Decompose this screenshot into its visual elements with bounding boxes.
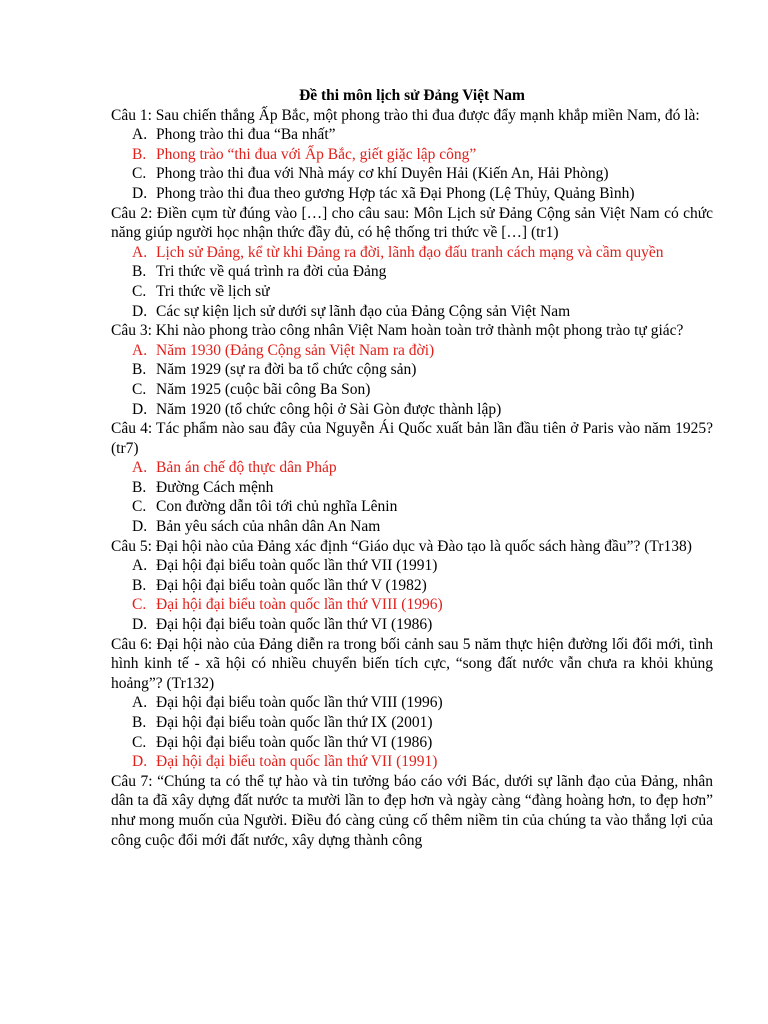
option-text: Đại hội đại biểu toàn quốc lần thứ IX (2001) (156, 714, 433, 731)
answer-option (111, 497, 713, 517)
answer-options (111, 693, 713, 771)
option-letter: B. (132, 478, 147, 496)
option-letter: C. (132, 380, 147, 398)
option-text: Tri thức về quá trình ra đời của Đảng (156, 263, 387, 281)
answer-option (111, 262, 713, 282)
option-text: Bản yêu sách của nhân dân An Nam (156, 518, 381, 536)
answer-option (111, 576, 713, 596)
option-text: Năm 1930 (Đảng Cộng sản Việt Nam ra đời) (156, 341, 435, 359)
question-block (111, 635, 713, 772)
option-text: Đại hội đại biểu toàn quốc lần thứ VI (1986) (156, 733, 433, 751)
answer-option (111, 125, 713, 145)
option-text: Lịch sử Đảng, kể từ khi Đảng ra đời, lãnh đạo đấu tranh cách mạng và cầm quyền (156, 243, 664, 261)
question-text: Câu 4: Tác phẩm nào sau đây của Nguyễn Ái Quốc xuất bản lần đầu tiên ở Paris vào năm 1925? (tr7) (111, 420, 713, 457)
answer-option-correct (111, 341, 713, 361)
option-text: Đại hội đại biểu toàn quốc lần thứ V (1982) (156, 576, 427, 594)
answer-options (111, 243, 713, 321)
option-text: Phong trào thi đua theo gương Hợp tác xã Đại Phong (Lệ Thủy, Quảng Bình) (156, 184, 635, 202)
option-text: Đại hội đại biểu toàn quốc lần thứ VII (1991) (156, 557, 438, 575)
answer-option (111, 713, 713, 733)
option-text: Đại hội đại biểu toàn quốc lần thứ VI (1986) (156, 616, 433, 634)
answer-option-correct (111, 752, 713, 772)
question-block (111, 537, 713, 635)
option-letter: C. (132, 282, 147, 300)
option-letter: B. (132, 714, 147, 731)
answer-option (111, 282, 713, 302)
option-letter: A. (132, 459, 148, 477)
question-list (111, 106, 713, 851)
answer-options (111, 556, 713, 634)
question-text: Câu 2: Điền cụm từ đúng vào […] cho câu sau: Môn Lịch sử Đảng Cộng sản Việt Nam có chức năng giúp người học nhận thức đầy đủ, có hệ thống tri thức về […] (tr1) (111, 204, 713, 242)
option-letter: A. (132, 557, 148, 575)
option-letter: A. (132, 243, 148, 261)
option-letter: D. (132, 400, 148, 418)
option-text: Phong trào thi đua “Ba nhất” (156, 126, 336, 144)
option-text: Năm 1929 (sự ra đời ba tổ chức cộng sản) (156, 361, 417, 379)
option-letter: D. (132, 302, 148, 320)
option-text: Đại hội đại biểu toàn quốc lần thứ VIII (1996) (156, 596, 443, 614)
option-letter: D. (132, 184, 148, 202)
question-text: Câu 7: “Chúng ta có thể tự hào và tin tưởng báo cáo với Bác, dưới sự lãnh đạo của Đảng, nhân dân ta đã xây dựng đất nước ta mười lần to đẹp hơn và ngày càng “đàng hoàng hơn, to đẹp hơn” như mong muốn của Người. Điều đó càng củng cố thêm niềm tin của chúng ta vào thắng lợi của công cuộc đổi mới đất nước, xây dựng thành công (111, 772, 713, 849)
option-text: Phong trào thi đua với Nhà máy cơ khí Duyên Hải (Kiến An, Hải Phòng) (156, 165, 609, 183)
answer-option (111, 478, 713, 498)
question-block (111, 321, 713, 419)
question-text: Câu 1: Sau chiến thắng Ấp Bắc, một phong trào thi đua được đẩy mạnh khắp miền Nam, đó là: (111, 106, 700, 124)
answer-option-correct (111, 243, 713, 263)
option-letter: B. (132, 263, 147, 281)
option-text: Đại hội đại biểu toàn quốc lần thứ VII (1991) (156, 753, 438, 771)
option-letter: D. (132, 616, 148, 634)
document-title: Đề thi môn lịch sử Đảng Việt Nam (299, 87, 525, 104)
question-block (111, 419, 713, 537)
option-letter: A. (132, 694, 148, 712)
question-text: Câu 6: Đại hội nào của Đảng diễn ra trong bối cảnh sau 5 năm thực hiện đường lối đổi mới, tình hình kinh tế - xã hội có nhiều chuyển biến tích cực, “song đất nước vẫn chưa ra khỏi khủng hoảng”? (Tr132) (111, 635, 713, 692)
option-text: Con đường dẫn tôi tới chủ nghĩa Lênin (156, 498, 398, 516)
answer-option (111, 615, 713, 635)
option-text: Đại hội đại biểu toàn quốc lần thứ VIII (1996) (156, 694, 443, 712)
question-block (111, 204, 713, 322)
answer-options (111, 125, 713, 203)
question-block (111, 106, 713, 204)
answer-option-correct (111, 458, 713, 478)
answer-option (111, 733, 713, 753)
answer-options (111, 458, 713, 536)
option-letter: C. (132, 498, 147, 516)
option-letter: A. (132, 126, 148, 144)
option-text: Năm 1925 (cuộc bãi công Ba Son) (156, 380, 371, 398)
option-text: Tri thức về lịch sử (156, 282, 270, 300)
option-letter: A. (132, 341, 148, 359)
option-text: Năm 1920 (tổ chức công hội ở Sài Gòn được thành lập) (156, 400, 502, 418)
answer-option (111, 360, 713, 380)
option-letter: B. (132, 576, 147, 594)
option-text: Bản án chế độ thực dân Pháp (156, 459, 337, 477)
question-text: Câu 3: Khi nào phong trào công nhân Việt Nam hoàn toàn trở thành một phong trào tự giác? (111, 322, 684, 340)
option-letter: B. (132, 145, 147, 163)
answer-option (111, 184, 713, 204)
answer-option (111, 400, 713, 420)
answer-option (111, 164, 713, 184)
answer-option (111, 380, 713, 400)
option-text: Các sự kiện lịch sử dưới sự lãnh đạo của Đảng Cộng sản Việt Nam (156, 302, 571, 320)
option-letter: C. (132, 733, 147, 751)
option-letter: B. (132, 361, 147, 379)
answer-option (111, 302, 713, 322)
option-text: Phong trào “thi đua với Ấp Bắc, giết giặc lập công” (156, 145, 477, 163)
option-letter: D. (132, 753, 148, 771)
answer-option-correct (111, 145, 713, 165)
option-letter: C. (132, 596, 147, 614)
question-text: Câu 5: Đại hội nào của Đảng xác định “Giáo dục và Đào tạo là quốc sách hàng đầu”? (Tr138) (111, 537, 692, 555)
answer-option (111, 556, 713, 576)
answer-options (111, 341, 713, 419)
document-content (111, 86, 713, 850)
option-letter: C. (132, 165, 147, 183)
option-letter: D. (132, 518, 148, 536)
answer-option (111, 693, 713, 713)
question-block (111, 772, 713, 850)
answer-option (111, 517, 713, 537)
answer-option-correct (111, 595, 713, 615)
option-text: Đường Cách mệnh (156, 478, 274, 496)
